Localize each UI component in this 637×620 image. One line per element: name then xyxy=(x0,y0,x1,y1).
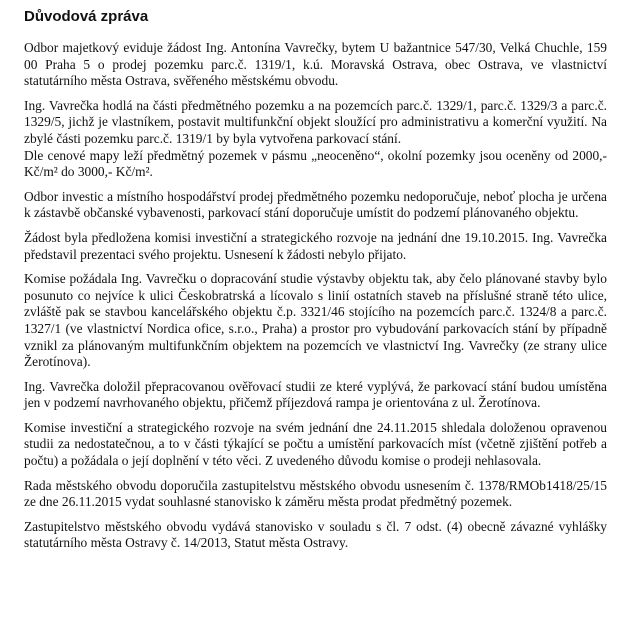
paragraph-revised-study: Ing. Vavrečka doložil přepracovanou ověřovací studii ze které vyplývá, že parkovací stání budou umístěna jen v podzemí navrhovaného objektu, přičemž příjezdová rampa je orientována z ul. Žerotínova. xyxy=(24,378,607,411)
document-title: Důvodová zpráva xyxy=(24,8,149,25)
paragraph-commission-decision: Komise investiční a strategického rozvoje na svém jednání dne 24.11.2015 shledala doloženou opravenou studii za nedostatečnou, a to v části týkající se počtu a umístění parkovacích míst (včetně zjištění potřeb a počtu) a požádala o její doplnění v této věci. Z uvedeného důvodu komise o prodeji nehlasovala. xyxy=(24,419,607,469)
paragraph-price-map: Dle cenové mapy leží předmětný pozemek v pásmu „neoceněno“, okolní pozemky jsou oceněny od 2000,- Kč/m² do 3000,- Kč/m². xyxy=(24,147,607,180)
paragraph-intent: Ing. Vavrečka hodlá na části předmětného pozemku a na pozemcích parc.č. 1329/1, parc.č. 1329/3 a parc.č. 1329/5, jichž je vlastníkem, postavit multifunkční objekt sloužící pro administrativu a komerční využití. Na zbylé části pozemku parc.č. 1319/1 by byla vytvořena parkovací stání. xyxy=(24,97,607,146)
paragraph-commission-request: Komise požádala Ing. Vavrečku o dopracování studie výstavby objektu tak, aby čelo plánované stavby bylo posunuto co nejvíce k ulici Českobratrská a lícovalo s linií ostatních staveb na příslušné straně této ulice, zvláště pak se stavbou kancelářského objektu č.p. 3321/46 stojícího na pozemcích parc.č. 1324/8 a parc.č. 1327/1 (ve vlastnictví Nordica ofice, s.r.o., Praha) a prostor pro vybudování parkovacích stání by případně vznikl za plánovaným multifunkčním objektem na pozemcích ve vlastnictví Ing. Vavrečky (ze strany ulice Žerotínova). xyxy=(24,271,607,370)
paragraph-assembly-statement: Zastupitelstvo městského obvodu vydává stanovisko v souladu s čl. 7 odst. (4) obecně závazné vyhlášky statutárního města Ostravy č. 14/2013, Statut města Ostravy. xyxy=(24,518,607,551)
paragraph-investment-dept: Odbor investic a místního hospodářství prodej předmětného pozemku nedoporučuje, neboť plocha je určena k zástavbě občanské vybavenosti, parkovací stání doporučuje umístit do podzemí plánovaného objektu. xyxy=(24,188,607,221)
paragraph-commission-meeting: Žádost byla předložena komisi investiční a strategického rozvoje na jednání dne 19.10.2015. Ing. Vavrečka představil prezentaci svého projektu. Usnesení k žádosti nebylo přijato. xyxy=(24,229,607,262)
paragraph-request: Odbor majetkový eviduje žádost Ing. Antonína Vavrečky, bytem U bažantnice 547/30, Velká Chuchle, 159 00 Praha 5 o prodej pozemku parc.č. 1319/1, k.ú. Moravská Ostrava, obec Ostrava, ve vlastnictví statutárního města Ostrava, svěřeného městskému obvodu. xyxy=(24,40,607,89)
document-page xyxy=(24,8,607,560)
paragraph-council-recommendation: Rada městského obvodu doporučila zastupitelstvu městského obvodu usnesením č. 1378/RMOb1418/25/15 ze dne 26.11.2015 vydat souhlasné stanovisko k záměru města prodat předmětný pozemek. xyxy=(24,477,607,510)
